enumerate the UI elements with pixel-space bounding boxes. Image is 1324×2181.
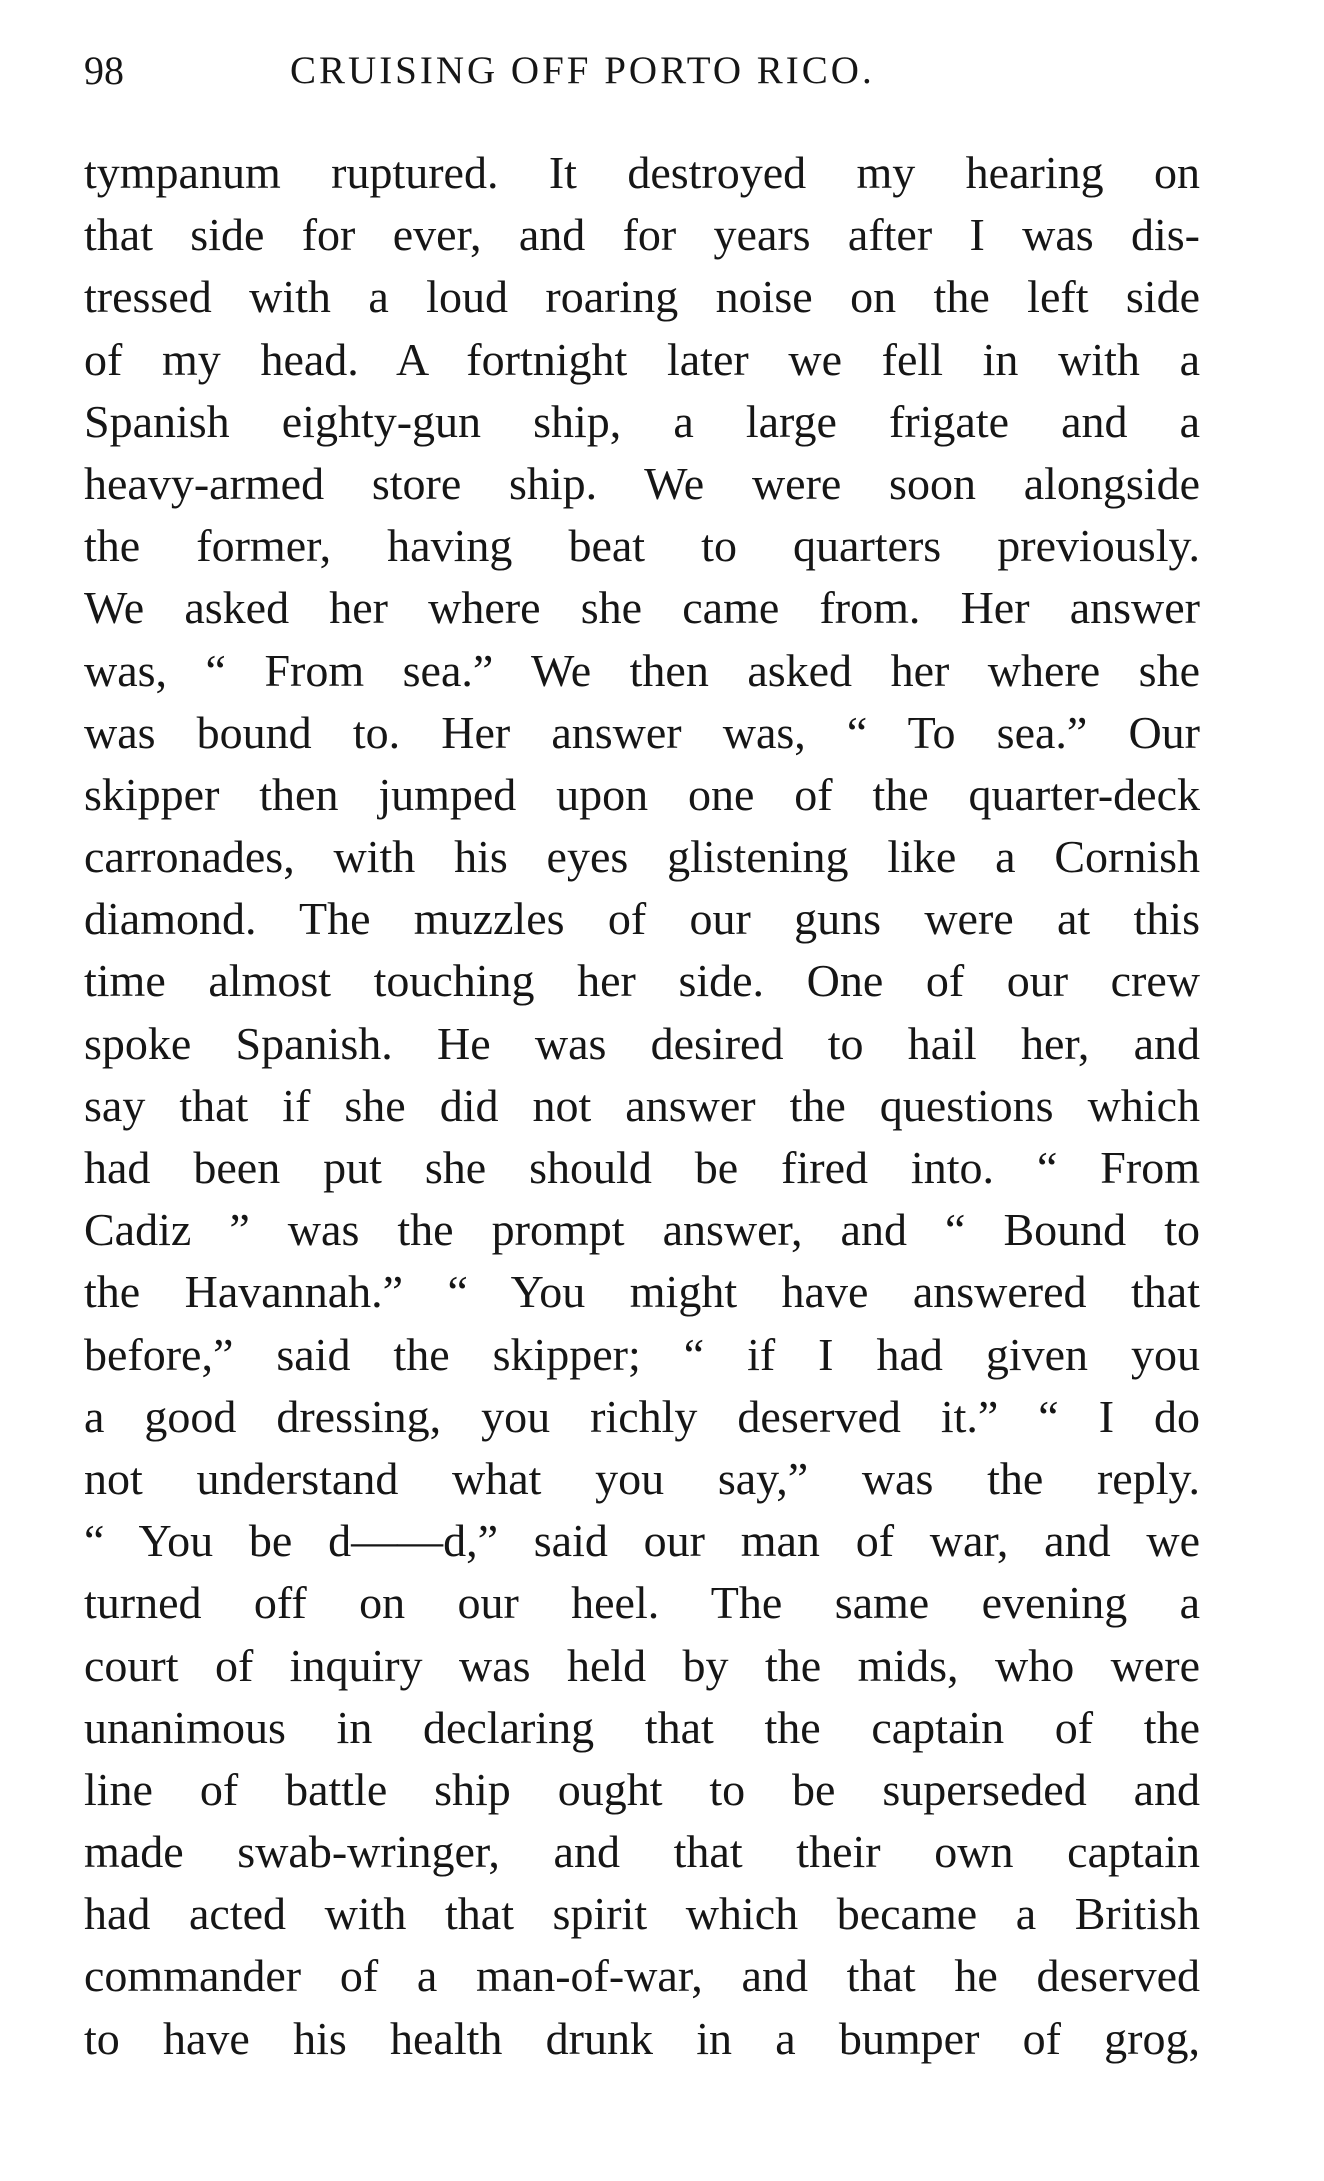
text-line: We asked her where she came from. Her answer: [84, 582, 1200, 634]
text-line: carronades, with his eyes glistening like a Cornish: [84, 831, 1200, 883]
text-line: spoke Spanish. He was desired to hail her, and: [84, 1017, 1200, 1069]
text-line: made swab-wringer, and that their own captain: [84, 1826, 1200, 1878]
body-text: [84, 142, 1200, 2070]
text-line: had acted with that spirit which became a British: [84, 1888, 1200, 1940]
text-line: commander of a man-of-war, and that he deserved: [84, 1950, 1200, 2002]
text-line: say that if she did not answer the questions which: [84, 1079, 1200, 1131]
text-line: Spanish eighty-gun ship, a large frigate and a: [84, 395, 1200, 447]
text-line: of my head. A fortnight later we fell in with a: [84, 333, 1200, 385]
text-line: to have his health drunk in a bumper of grog,: [84, 2012, 1200, 2064]
text-line: the former, having beat to quarters previously.: [84, 520, 1200, 572]
text-line: diamond. The muzzles of our guns were at this: [84, 893, 1200, 945]
text-line: tressed with a loud roaring noise on the left side: [84, 271, 1200, 323]
running-head: [0, 46, 1324, 96]
text-line: time almost touching her side. One of our crew: [84, 955, 1200, 1007]
text-line: unanimous in declaring that the captain of the: [84, 1701, 1200, 1753]
text-line: was bound to. Her answer was, “ To sea.” Our: [84, 706, 1200, 758]
text-line: “ You be d——d,” said our man of war, and we: [84, 1515, 1200, 1567]
text-line: turned off on our heel. The same evening a: [84, 1577, 1200, 1629]
running-title: CRUISING OFF PORTO RICO.: [290, 49, 875, 92]
text-line: not understand what you say,” was the reply.: [84, 1452, 1200, 1504]
text-line: was, “ From sea.” We then asked her where she: [84, 644, 1200, 696]
text-line: tympanum ruptured. It destroyed my hearing on: [84, 147, 1200, 198]
page-number: 98: [84, 48, 124, 93]
text-line: the Havannah.” “ You might have answered that: [84, 1266, 1200, 1318]
text-line: had been put she should be fired into. “ From: [84, 1142, 1200, 1193]
text-line: line of battle ship ought to be superseded and: [84, 1763, 1200, 1815]
text-line: a good dressing, you richly deserved it.” “ I do: [84, 1390, 1200, 1442]
text-line: that side for ever, and for years after I was dis-: [84, 209, 1200, 261]
text-line: heavy-armed store ship. We were soon alongside: [84, 457, 1200, 509]
text-line: Cadiz ” was the prompt answer, and “ Bound to: [84, 1204, 1200, 1256]
text-line: before,” said the skipper; “ if I had given you: [84, 1328, 1200, 1380]
text-line: court of inquiry was held by the mids, who were: [84, 1639, 1200, 1691]
text-line: skipper then jumped upon one of the quarter-deck: [84, 768, 1200, 820]
